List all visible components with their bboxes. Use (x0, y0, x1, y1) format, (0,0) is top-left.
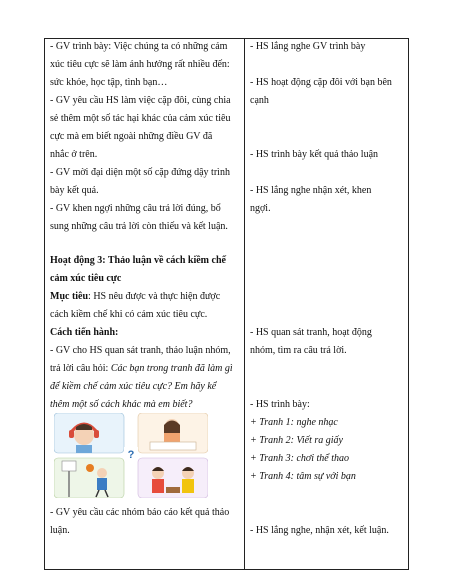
teacher-text-line: xúc tiêu cực sẽ làm ảnh hưởng rất nhiều đến: (50, 59, 230, 70)
method-label: Cách tiến hành: (50, 327, 119, 338)
activity-title: cảm xúc tiêu cực (50, 273, 122, 284)
student-text-line: - HS lắng nghe GV trình bày (250, 41, 366, 52)
teacher-text-line: bày kết quả. (50, 185, 99, 196)
teacher-text-line: - GV yêu cầu các nhóm báo cáo kết quả thảo (50, 507, 230, 518)
student-answer-line: + Tranh 1: nghe nhạc (250, 417, 338, 428)
column-divider (244, 39, 245, 569)
question-mark-icon: ? (127, 449, 135, 461)
teacher-text-line: - GV mời đại diện một số cặp đứng dậy trình (50, 167, 230, 178)
student-text-line: ngợi. (250, 203, 271, 214)
student-text-line: - HS lắng nghe nhận xét, khen (250, 185, 372, 196)
teacher-text-line: - GV khen ngợi những câu trả lời đúng, bổ (50, 203, 221, 214)
teacher-text-line: - GV yêu cầu HS làm việc cặp đôi, cùng chia (50, 95, 231, 106)
student-text-line: - HS trình bày: (250, 399, 310, 410)
teacher-text-line: - GV trình bày: Việc chúng ta có những cảm (50, 41, 228, 52)
teacher-text-line: nhắc ở trên. (50, 149, 98, 160)
student-answer-line: + Tranh 2: Viết ra giấy (250, 435, 343, 446)
student-text-line: nhóm, tìm ra câu trả lời. (250, 345, 347, 356)
scene-talking-with-friend (138, 458, 208, 498)
teacher-text-line: sức khỏe, học tập, tình bạn… (50, 77, 168, 88)
student-text-line: cạnh (250, 95, 269, 106)
scene-listening-music (54, 413, 124, 453)
scene-writing (138, 413, 208, 453)
goal-label: Mục tiêu (50, 291, 89, 302)
question-prefix: trả lời câu hỏi: (50, 363, 111, 374)
goal-line (50, 291, 220, 303)
question-line (50, 363, 233, 375)
question-text: để kiềm chế cảm xúc tiêu cực? Em hãy kể (50, 381, 217, 392)
teacher-text-line: - GV cho HS quan sát tranh, thảo luận nhóm, (50, 345, 231, 356)
student-answer-line: + Tranh 4: tâm sự với bạn (250, 471, 356, 482)
student-text-line: - HS hoạt động cặp đôi với bạn bên (250, 77, 392, 88)
student-text-line: - HS quan sát tranh, hoạt động (250, 327, 372, 338)
student-text-line: - HS trình bày kết quả thảo luận (250, 149, 379, 160)
lesson-table (44, 38, 409, 570)
goal-text: : HS nêu được và thực hiện được (88, 291, 221, 302)
scene-playing-sports (54, 458, 124, 498)
student-answer-line: + Tranh 3: chơi thể thao (250, 453, 350, 464)
student-text-line: - HS lắng nghe, nhận xét, kết luận. (250, 525, 389, 536)
teacher-text-line: cách kiềm chế khi có cảm xúc tiêu cực. (50, 309, 208, 320)
activity-title: Hoạt động 3: Thảo luận về cách kiềm chế (50, 255, 226, 266)
teacher-text-line: cực mà em biết ngoài những điều GV đã (50, 131, 213, 142)
question-text: thêm một số cách khác mà em biết? (50, 399, 193, 410)
teacher-text-line: sẻ thêm một số tác hại khác của cảm xúc tiêu (50, 113, 231, 124)
teacher-text-line: sung những câu trả lời còn thiếu và kết luận. (50, 221, 228, 232)
question-text: Các bạn trong tranh đã làm gì (110, 363, 233, 374)
illustration-four-scenes (54, 413, 208, 498)
teacher-text-line: luận. (50, 525, 70, 536)
